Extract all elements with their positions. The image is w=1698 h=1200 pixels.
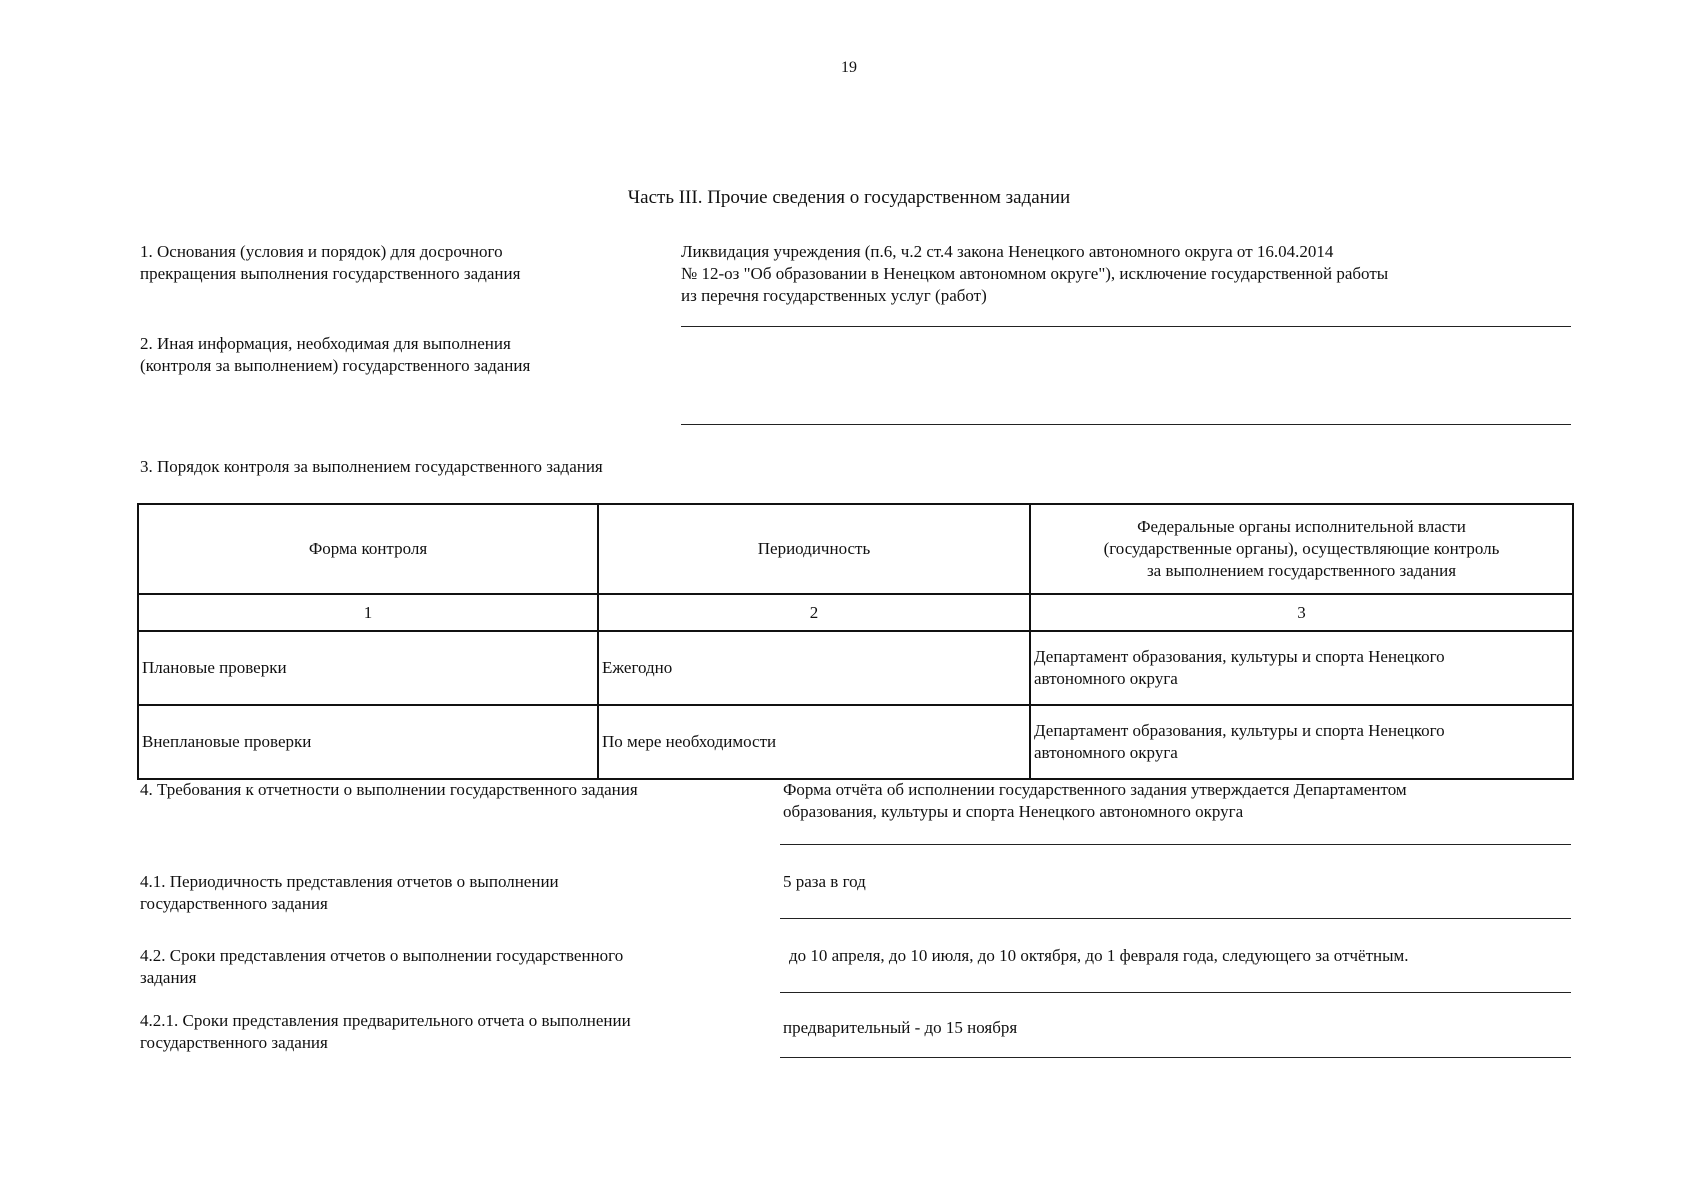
page-number: 19: [841, 59, 857, 76]
section-4-2-label: 4.2. Сроки представления отчетов о выполнении государственного задания: [140, 946, 624, 987]
table-cell: Департамент образования, культуры и спорта Ненецкого автономного округа: [1030, 631, 1573, 705]
section-4-label: 4. Требования к отчетности о выполнении государственного задания: [140, 780, 638, 799]
header-control-bodies: Федеральные органы исполнительной власти (государственные органы), осуществляющие контроль за выполнением государственного задания: [1030, 504, 1573, 594]
header-periodicity: Периодичность: [598, 504, 1030, 594]
section-4-1-rule: [780, 918, 1571, 919]
section-4-1-value: 5 раза в год: [783, 872, 866, 891]
section-4-2-value: до 10 апреля, до 10 июля, до 10 октября, до 1 февраля года, следующего за отчётным.: [789, 946, 1409, 965]
section-1-rule: [681, 326, 1571, 327]
table-row: [138, 631, 1573, 705]
section-4-2-1-label: 4.2.1. Сроки представления предварительного отчета о выполнении государственного задания: [140, 1011, 631, 1052]
table-row: [138, 705, 1573, 779]
section-4-2-1-rule: [780, 1057, 1571, 1058]
control-table-header-row: [138, 504, 1573, 594]
section-2-label: 2. Иная информация, необходимая для выполнения (контроля за выполнением) государственного задания: [140, 334, 531, 375]
column-number: 1: [138, 594, 598, 631]
section-4-rule: [780, 844, 1571, 845]
section-1-value: Ликвидация учреждения (п.6, ч.2 ст.4 закона Ненецкого автономного округа от 16.04.2014 № 12-оз "Об образовании в Ненецком автономном округе"), исключение государственной работы из перечня государственных услуг (работ): [681, 242, 1389, 305]
table-cell: Ежегодно: [598, 631, 1030, 705]
control-table-number-row: [138, 594, 1573, 631]
section-4-1-label: 4.1. Периодичность представления отчетов о выполнении государственного задания: [140, 872, 559, 913]
table-cell: Плановые проверки: [138, 631, 598, 705]
column-number: 2: [598, 594, 1030, 631]
table-cell: По мере необходимости: [598, 705, 1030, 779]
part-title: Часть III. Прочие сведения о государственном задании: [627, 187, 1071, 208]
section-2-rule: [681, 424, 1571, 425]
table-cell: Внеплановые проверки: [138, 705, 598, 779]
section-4-2-rule: [780, 992, 1571, 993]
section-4-2-1-value: предварительный - до 15 ноября: [783, 1018, 1018, 1037]
section-4-value: Форма отчёта об исполнении государственного задания утверждается Департаментом образования, культуры и спорта Ненецкого автономного округа: [783, 780, 1407, 821]
section-1-label: 1. Основания (условия и порядок) для досрочного прекращения выполнения государственного задания: [140, 242, 521, 283]
table-cell: Департамент образования, культуры и спорта Ненецкого автономного округа: [1030, 705, 1573, 779]
control-table: [137, 503, 1574, 780]
section-3-label: 3. Порядок контроля за выполнением государственного задания: [140, 457, 603, 476]
header-control-form: Форма контроля: [138, 504, 598, 594]
column-number: 3: [1030, 594, 1573, 631]
